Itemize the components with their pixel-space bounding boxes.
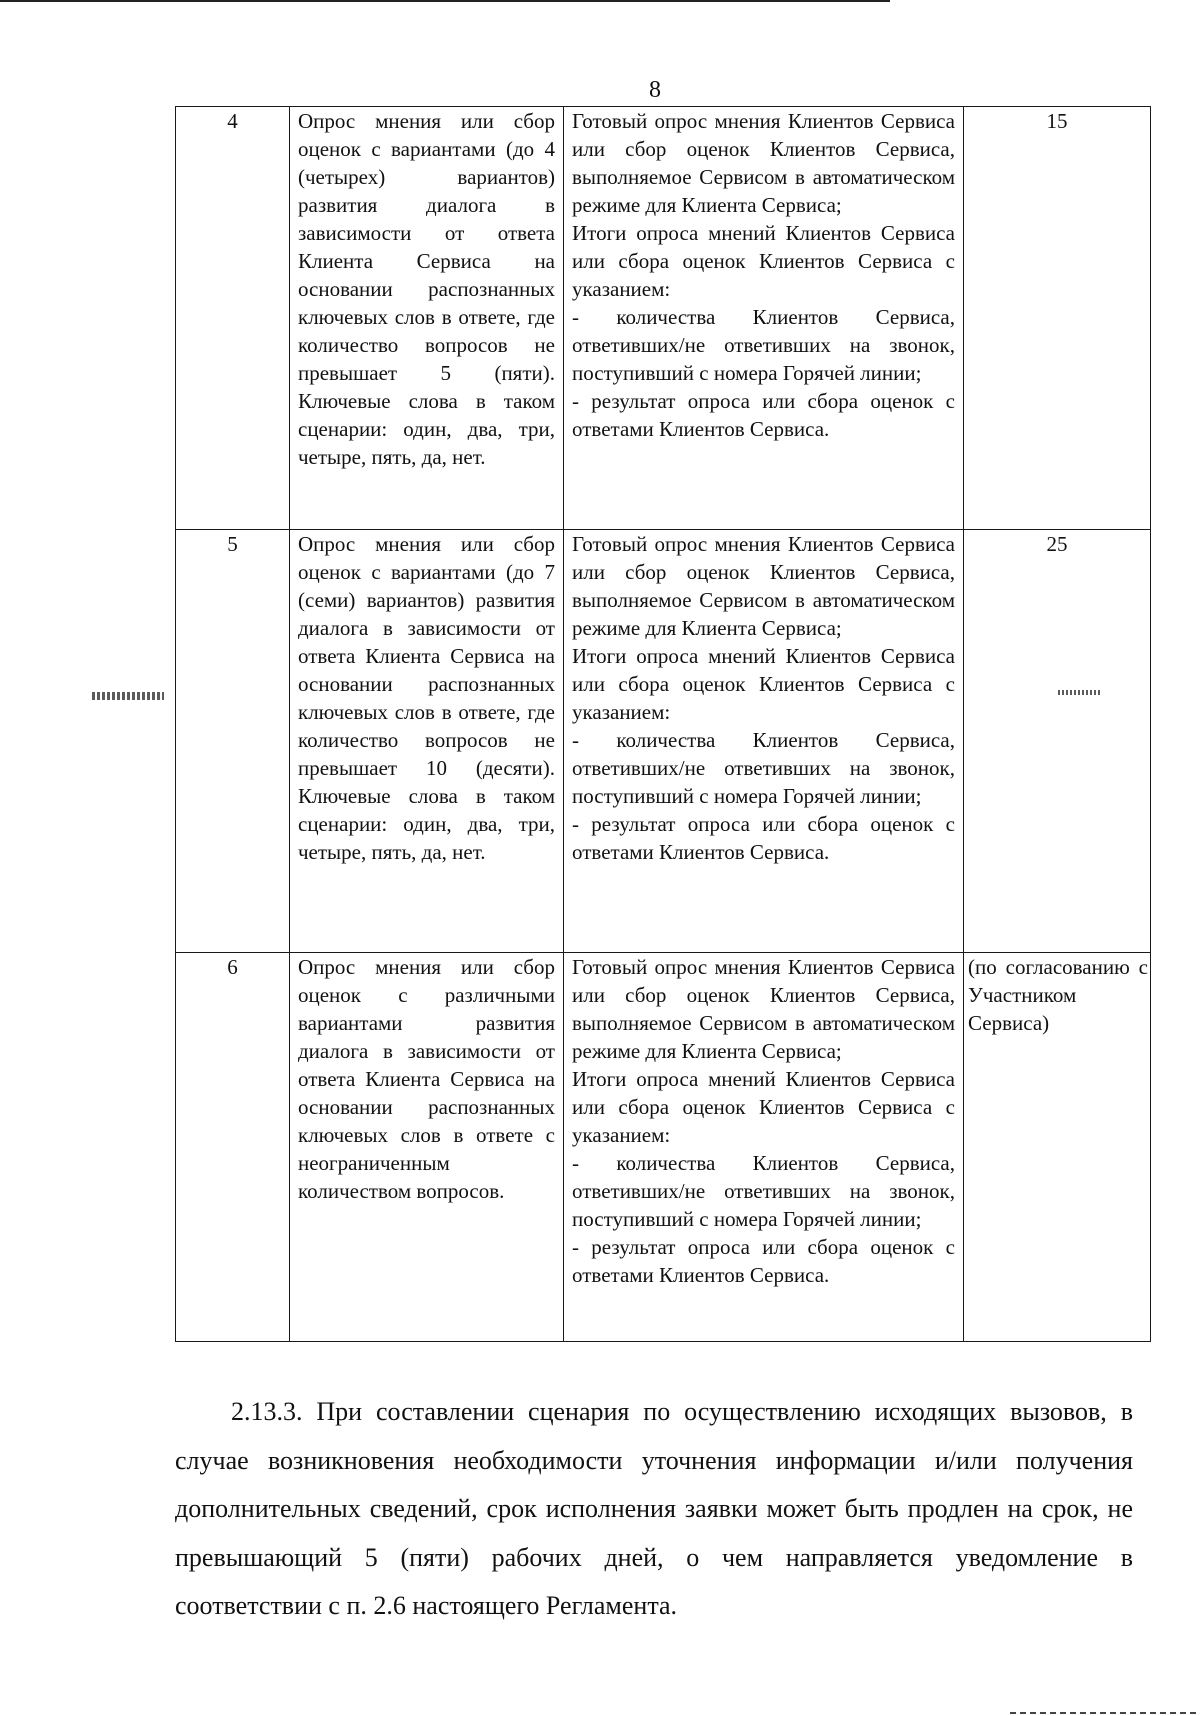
service-description-text: Готовый опрос мнения Клиентов Сервиса или сбор оценок Клиентов Сервиса, выполняемое Сервисом в автоматическом режиме для Клиента Сервиса; Итоги опроса мнений Клиентов Сервиса или сбора оценок Клиентов Сервиса с указанием: - количества Клиентов Сервиса, ответивших/не ответивших на звонок, поступивший с номера Горячей линии; - результат опроса или сбора оценок с ответами Клиентов Сервиса.: [572, 955, 955, 1287]
service-price: 25: [964, 530, 1151, 953]
scan-margin-mark: [92, 692, 164, 700]
row-number: 6: [176, 953, 290, 1342]
service-description-text: Готовый опрос мнения Клиентов Сервиса или сбор оценок Клиентов Сервиса, выполняемое Сервисом в автоматическом режиме для Клиента Сервиса; Итоги опроса мнений Клиентов Сервиса или сбора оценок Клиентов Сервиса с указанием: - количества Клиентов Сервиса, ответивших/не ответивших на звонок, поступивший с номера Горячей линии; - результат опроса или сбора оценок с ответами Клиентов Сервиса.: [572, 109, 955, 441]
service-name-text: Опрос мнения или сбор оценок с вариантами (до 4 (четырех) вариантов) развития диалога в зависимости от ответа Клиента Сервиса на основании распознанных ключевых слов в ответе, где количество вопросов не превышает 5 (пяти). Ключевые слова в таком сценарии: один, два, три, четыре, пять, да, нет.: [298, 109, 555, 469]
service-description-text: Готовый опрос мнения Клиентов Сервиса или сбор оценок Клиентов Сервиса, выполняемое Сервисом в автоматическом режиме для Клиента Сервиса; Итоги опроса мнений Клиентов Сервиса или сбора оценок Клиентов Сервиса с указанием: - количества Клиентов Сервиса, ответивших/не ответивших на звонок, поступивший с номера Горячей линии; - результат опроса или сбора оценок с ответами Клиентов Сервиса.: [572, 532, 955, 864]
row-number: 4: [176, 107, 290, 530]
service-description: [564, 107, 964, 530]
services-table: [175, 106, 1151, 1342]
table-row: [176, 953, 1151, 1342]
row-number: 5: [176, 530, 290, 953]
scan-edge-line: [0, 0, 890, 2]
service-price: 15: [964, 107, 1151, 530]
service-name: [290, 107, 564, 530]
service-name-text: Опрос мнения или сбор оценок с вариантами (до 7 (семи) вариантов) развития диалога в зависимости от ответа Клиента Сервиса на основании распознанных ключевых слов в ответе, где количество вопросов не превышает 10 (десяти). Ключевые слова в таком сценарии: один, два, три, четыре, пять, да, нет.: [298, 532, 555, 864]
service-name-text: Опрос мнения или сбор оценок с различными вариантами развития диалога в зависимости от ответа Клиента Сервиса на основании распознанных ключевых слов в ответе с неограниченным количеством вопросов.: [298, 955, 555, 1203]
body-paragraph: 2.13.3. При составлении сценария по осуществлению исходящих вызовов, в случае возникновения необходимости уточнения информации и/или получения дополнительных сведений, срок исполнения заявки может быть продлен на срок, не превышающий 5 (пяти) рабочих дней, о чем направляется уведомление в соответствии с п. 2.6 настоящего Регламента.: [175, 1397, 1133, 1620]
service-name: [290, 530, 564, 953]
scan-bottom-edge: [1010, 1712, 1200, 1714]
scan-margin-mark: [1058, 690, 1100, 695]
table-row: [176, 107, 1151, 530]
service-description: [564, 953, 964, 1342]
page-number: 8: [649, 77, 661, 103]
service-description: [564, 530, 964, 953]
service-price: (по согласованию с Участником Сервиса): [964, 953, 1151, 1342]
table-row: [176, 530, 1151, 953]
service-name: [290, 953, 564, 1342]
